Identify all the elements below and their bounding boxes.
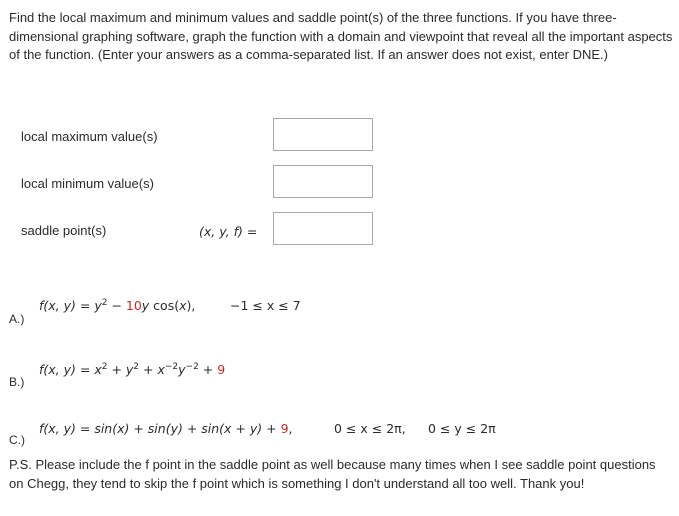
part-b-function: [39, 362, 225, 378]
part-b-exp2: 2: [133, 362, 140, 372]
part-c-domain-x: 0 ≤ x ≤ 2π,: [334, 421, 406, 436]
footer-note: P.S. Please include the f point in the saddle point as well because many times when I see saddle point questions on Chegg, they tend to skip the f point which is something I don't understand all too well. Thank you!: [9, 457, 656, 491]
part-a-x: x: [179, 298, 187, 313]
part-b-plus3: +: [198, 362, 218, 377]
part-a-y2: y: [141, 298, 150, 313]
part-c-expr: f(x, y) = sin(x) + sin(y) + sin(x + y) +: [39, 421, 281, 436]
part-b-lhs: f(x, y): [39, 362, 76, 377]
part-b-exp1: 2: [101, 362, 108, 372]
local-min-label: local minimum value(s): [21, 176, 154, 191]
part-b-letter: B.): [9, 375, 25, 389]
part-b-y: y: [125, 362, 134, 377]
local-max-input[interactable]: [273, 118, 373, 151]
part-b-exp3: −2: [164, 362, 179, 372]
part-a-exp: 2: [101, 298, 108, 308]
part-b-exp4: −2: [185, 362, 199, 372]
part-c-domain-y: 0 ≤ y ≤ 2π: [428, 421, 496, 436]
part-a-y: y: [94, 298, 102, 313]
part-a-eq: =: [75, 298, 95, 313]
part-a-close: ),: [186, 298, 196, 313]
part-a-lhs: f(x, y): [39, 298, 76, 313]
problem-instructions: Find the local maximum and minimum values and saddle point(s) of the three functions. If you have three-dimensional graphing software, graph the function with a domain and viewpoint that reveal all the important aspects of the function. (Enter your answers as a comma-separated list. If an answer does not exist, enter DNE.): [9, 10, 673, 62]
part-c-comma: ,: [288, 421, 293, 436]
part-b-x2: x: [157, 362, 165, 377]
part-b-plus1: +: [107, 362, 126, 377]
local-min-input[interactable]: [273, 165, 373, 198]
part-a-domain: −1 ≤ x ≤ 7: [230, 298, 301, 313]
part-a-coefficient: 10: [125, 298, 142, 313]
saddle-point-label: saddle point(s): [21, 223, 107, 238]
saddle-point-input[interactable]: [273, 212, 373, 245]
part-b-plus2: +: [139, 362, 158, 377]
part-a-function: [39, 298, 195, 314]
part-b-x: x: [94, 362, 102, 377]
part-a-minus: −: [107, 298, 126, 313]
part-b-constant: 9: [217, 362, 226, 377]
local-max-label: local maximum value(s): [21, 129, 158, 144]
part-b-eq: =: [75, 362, 95, 377]
saddle-coords-label: (x, y, f) =: [199, 224, 258, 239]
part-c-constant: 9: [280, 421, 289, 436]
part-b-y2: y: [178, 362, 186, 377]
part-c-letter: C.): [9, 433, 25, 447]
part-c-function: [39, 421, 293, 437]
part-a-cos: cos(: [149, 298, 180, 313]
part-a-letter: A.): [9, 312, 25, 326]
